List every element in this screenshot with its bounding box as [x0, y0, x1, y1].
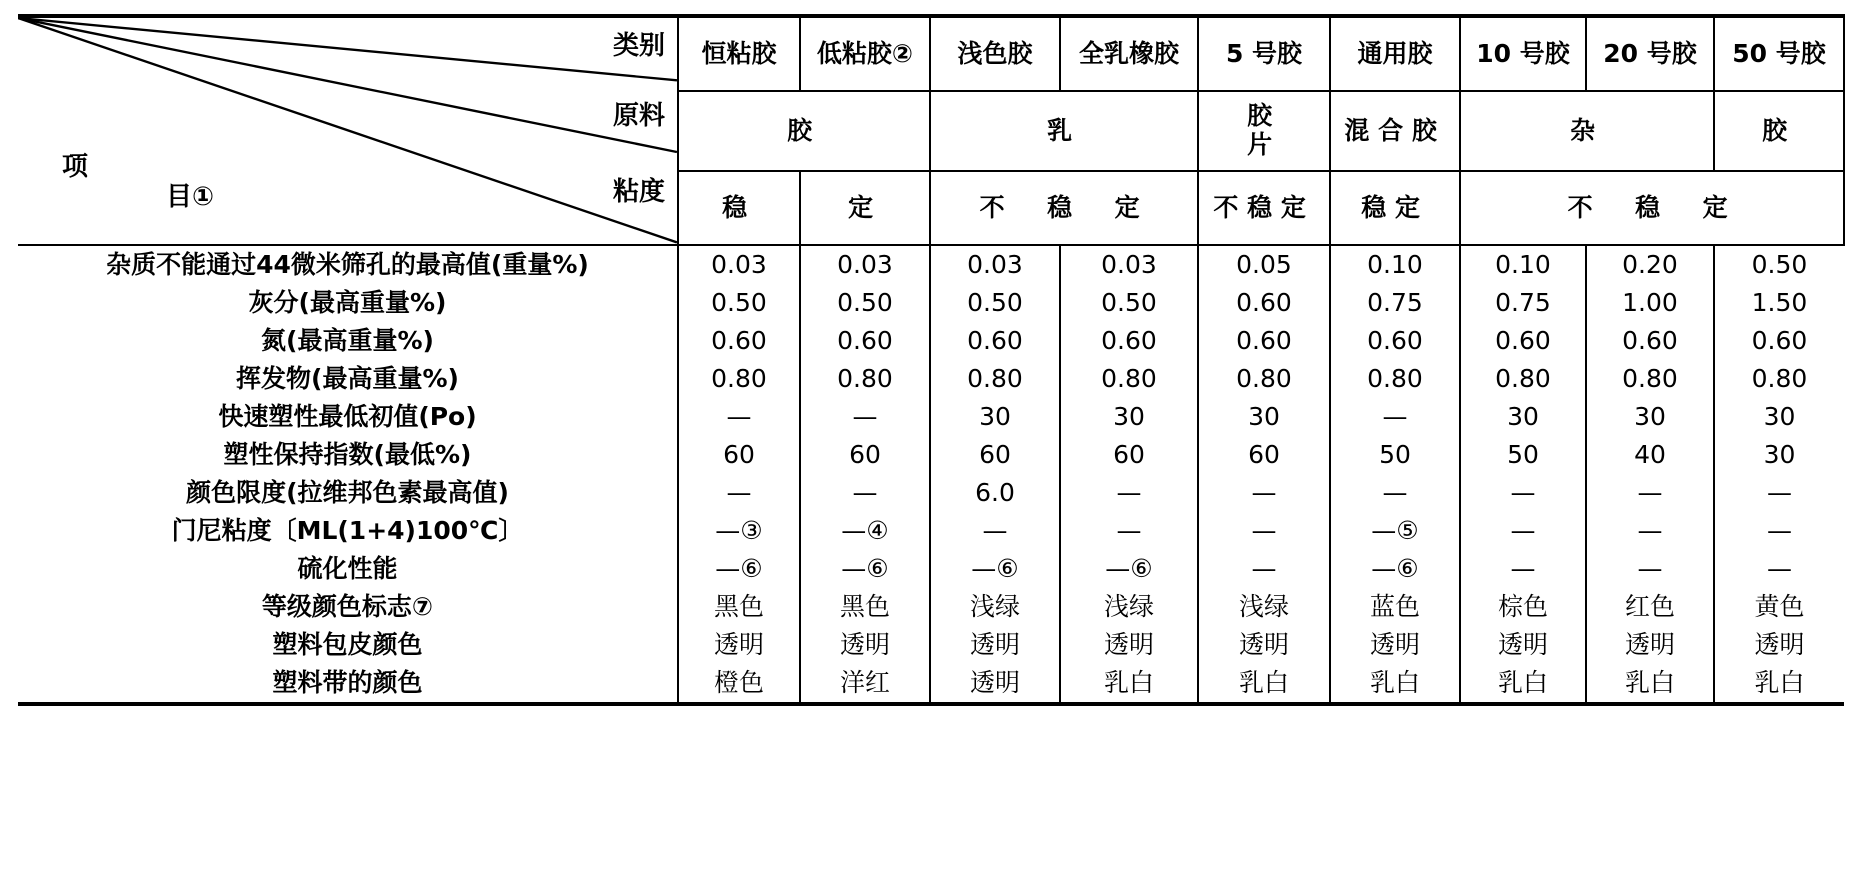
column-header-material-3: 混合胶 [1330, 91, 1460, 171]
corner-label-viscosity: 粘度 [612, 177, 665, 207]
cell-value: 0.60 [1330, 322, 1460, 360]
column-header-category-8: 50 号胶 [1714, 16, 1844, 91]
cell-value: —⑥ [930, 550, 1060, 588]
column-header-category-3: 全乳橡胶 [1060, 16, 1198, 91]
cell-value: 60 [930, 436, 1060, 474]
cell-value: 30 [1586, 398, 1714, 436]
row-label: 颜色限度(拉维邦色素最高值) [18, 474, 678, 512]
cell-value: 0.80 [1060, 360, 1198, 398]
cell-value: 60 [1198, 436, 1330, 474]
cell-value: 0.50 [800, 284, 930, 322]
column-header-viscosity-0: 稳 [678, 171, 800, 245]
cell-value: 0.80 [1460, 360, 1586, 398]
cell-value: 40 [1586, 436, 1714, 474]
cell-value: 透明 [1330, 626, 1460, 664]
table-row [18, 474, 1844, 512]
cell-value: — [1586, 512, 1714, 550]
cell-value: 0.10 [1330, 245, 1460, 284]
cell-value: 浅绿 [1060, 588, 1198, 626]
cell-value: 透明 [930, 626, 1060, 664]
cell-value: — [1060, 474, 1198, 512]
cell-value: —④ [800, 512, 930, 550]
row-label: 挥发物(最高重量%) [18, 360, 678, 398]
column-header-material-2: 胶 片 [1198, 91, 1330, 171]
table-row [18, 284, 1844, 322]
row-label: 塑料带的颜色 [18, 664, 678, 704]
cell-value: — [1330, 474, 1460, 512]
row-label: 塑料包皮颜色 [18, 626, 678, 664]
cell-value: 黑色 [678, 588, 800, 626]
cell-value: 0.05 [1198, 245, 1330, 284]
cell-value: 0.60 [1198, 284, 1330, 322]
cell-value: 0.80 [1330, 360, 1460, 398]
table-row [18, 512, 1844, 550]
cell-value: 0.75 [1460, 284, 1586, 322]
cell-value: — [1586, 474, 1714, 512]
cell-value: 橙色 [678, 664, 800, 704]
column-header-category-7: 20 号胶 [1586, 16, 1714, 91]
cell-value: —⑥ [1330, 550, 1460, 588]
cell-value: 1.00 [1586, 284, 1714, 322]
cell-value: 0.60 [1060, 322, 1198, 360]
cell-value: 0.03 [678, 245, 800, 284]
cell-value: 黑色 [800, 588, 930, 626]
cell-value: 0.60 [678, 322, 800, 360]
cell-value: 乳白 [1714, 664, 1844, 704]
column-header-material-5: 胶 [1714, 91, 1844, 171]
cell-value: 0.50 [1714, 245, 1844, 284]
cell-value: 0.60 [1586, 322, 1714, 360]
cell-value: 0.80 [800, 360, 930, 398]
cell-value: 60 [1060, 436, 1198, 474]
cell-value: 洋红 [800, 664, 930, 704]
column-header-material-4: 杂 [1460, 91, 1714, 171]
table-row [18, 360, 1844, 398]
column-header-viscosity-5: 不 稳 定 [1460, 171, 1844, 245]
cell-value: 红色 [1586, 588, 1714, 626]
column-header-viscosity-1: 定 [800, 171, 930, 245]
column-header-category-5: 通用胶 [1330, 16, 1460, 91]
cell-value: 乳白 [1198, 664, 1330, 704]
cell-value: 浅绿 [930, 588, 1060, 626]
cell-value: — [1460, 550, 1586, 588]
cell-value: — [1330, 398, 1460, 436]
cell-value: 乳白 [1060, 664, 1198, 704]
corner-label-category: 类别 [612, 31, 665, 61]
table-row [18, 245, 1844, 284]
table-row [18, 436, 1844, 474]
cell-value: 黄色 [1714, 588, 1844, 626]
cell-value: 0.80 [1586, 360, 1714, 398]
table-row [18, 398, 1844, 436]
column-header-viscosity-3: 不稳定 [1198, 171, 1330, 245]
column-header-category-6: 10 号胶 [1460, 16, 1586, 91]
cell-value: 30 [1460, 398, 1586, 436]
cell-value: 蓝色 [1330, 588, 1460, 626]
table-row [18, 550, 1844, 588]
cell-value: 透明 [1714, 626, 1844, 664]
cell-value: —⑥ [800, 550, 930, 588]
cell-value: 6.0 [930, 474, 1060, 512]
cell-value: 0.75 [1330, 284, 1460, 322]
cell-value: 0.60 [1714, 322, 1844, 360]
cell-value: 0.20 [1586, 245, 1714, 284]
row-label: 氮(最高重量%) [18, 322, 678, 360]
table-row [18, 626, 1844, 664]
cell-value: 1.50 [1714, 284, 1844, 322]
cell-value: —⑤ [1330, 512, 1460, 550]
corner-label-material: 原料 [612, 101, 665, 131]
cell-value: — [1460, 512, 1586, 550]
cell-value: 0.80 [1198, 360, 1330, 398]
row-label: 等级颜色标志⑦ [18, 588, 678, 626]
row-label: 硫化性能 [18, 550, 678, 588]
cell-value: —⑥ [1060, 550, 1198, 588]
cell-value: — [1586, 550, 1714, 588]
cell-value: 透明 [1060, 626, 1198, 664]
row-label: 杂质不能通过44微米筛孔的最高值(重量%) [18, 245, 678, 284]
cell-value: 0.80 [678, 360, 800, 398]
specification-table [18, 14, 1845, 706]
cell-value: — [1714, 512, 1844, 550]
row-label: 灰分(最高重量%) [18, 284, 678, 322]
cell-value: 0.50 [930, 284, 1060, 322]
column-header-category-2: 浅色胶 [930, 16, 1060, 91]
cell-value: — [1714, 550, 1844, 588]
cell-value: 棕色 [1460, 588, 1586, 626]
cell-value: 乳白 [1330, 664, 1460, 704]
cell-value: — [1060, 512, 1198, 550]
cell-value: 30 [1714, 436, 1844, 474]
column-header-material-1: 乳 [930, 91, 1198, 171]
cell-value: 0.60 [800, 322, 930, 360]
cell-value: 乳白 [1460, 664, 1586, 704]
cell-value: — [800, 474, 930, 512]
cell-value: — [678, 398, 800, 436]
column-header-category-4: 5 号胶 [1198, 16, 1330, 91]
row-label: 门尼粘度〔ML(1+4)100℃〕 [18, 512, 678, 550]
cell-value: 30 [930, 398, 1060, 436]
column-header-viscosity-2: 不 稳 定 [930, 171, 1198, 245]
cell-value: 0.03 [930, 245, 1060, 284]
cell-value: 0.80 [1714, 360, 1844, 398]
cell-value: 0.80 [930, 360, 1060, 398]
cell-value: —⑥ [678, 550, 800, 588]
cell-value: 30 [1198, 398, 1330, 436]
cell-value: 0.10 [1460, 245, 1586, 284]
cell-value: — [1460, 474, 1586, 512]
column-header-category-0: 恒粘胶 [678, 16, 800, 91]
cell-value: 透明 [930, 664, 1060, 704]
cell-value: 0.03 [800, 245, 930, 284]
corner-header-cell [18, 16, 678, 245]
table-row [18, 588, 1844, 626]
cell-value: 0.50 [678, 284, 800, 322]
cell-value: 透明 [1586, 626, 1714, 664]
column-header-material-0: 胶 [678, 91, 930, 171]
cell-value: 乳白 [1586, 664, 1714, 704]
row-label: 快速塑性最低初值(Po) [18, 398, 678, 436]
cell-value: 50 [1460, 436, 1586, 474]
cell-value: 透明 [1198, 626, 1330, 664]
table-row [18, 664, 1844, 704]
corner-label-item-1: 项 [62, 152, 89, 182]
column-header-viscosity-4: 稳定 [1330, 171, 1460, 245]
cell-value: 透明 [1460, 626, 1586, 664]
cell-value: — [678, 474, 800, 512]
cell-value: —③ [678, 512, 800, 550]
cell-value: 50 [1330, 436, 1460, 474]
cell-value: 浅绿 [1198, 588, 1330, 626]
cell-value: 透明 [800, 626, 930, 664]
corner-label-item-2: 目① [166, 182, 215, 212]
cell-value: 30 [1060, 398, 1198, 436]
cell-value: 30 [1714, 398, 1844, 436]
table-row [18, 322, 1844, 360]
cell-value: — [1198, 512, 1330, 550]
cell-value: 60 [800, 436, 930, 474]
cell-value: — [1714, 474, 1844, 512]
cell-value: — [930, 512, 1060, 550]
cell-value: — [800, 398, 930, 436]
cell-value: — [1198, 550, 1330, 588]
column-header-category-1: 低粘胶② [800, 16, 930, 91]
cell-value: 60 [678, 436, 800, 474]
cell-value: 0.60 [1198, 322, 1330, 360]
corner-diagonal-lines-icon [18, 18, 677, 244]
cell-value: 0.50 [1060, 284, 1198, 322]
header-row-category [18, 16, 1844, 91]
row-label: 塑性保持指数(最低%) [18, 436, 678, 474]
cell-value: 透明 [678, 626, 800, 664]
cell-value: — [1198, 474, 1330, 512]
cell-value: 0.03 [1060, 245, 1198, 284]
cell-value: 0.60 [1460, 322, 1586, 360]
cell-value: 0.60 [930, 322, 1060, 360]
